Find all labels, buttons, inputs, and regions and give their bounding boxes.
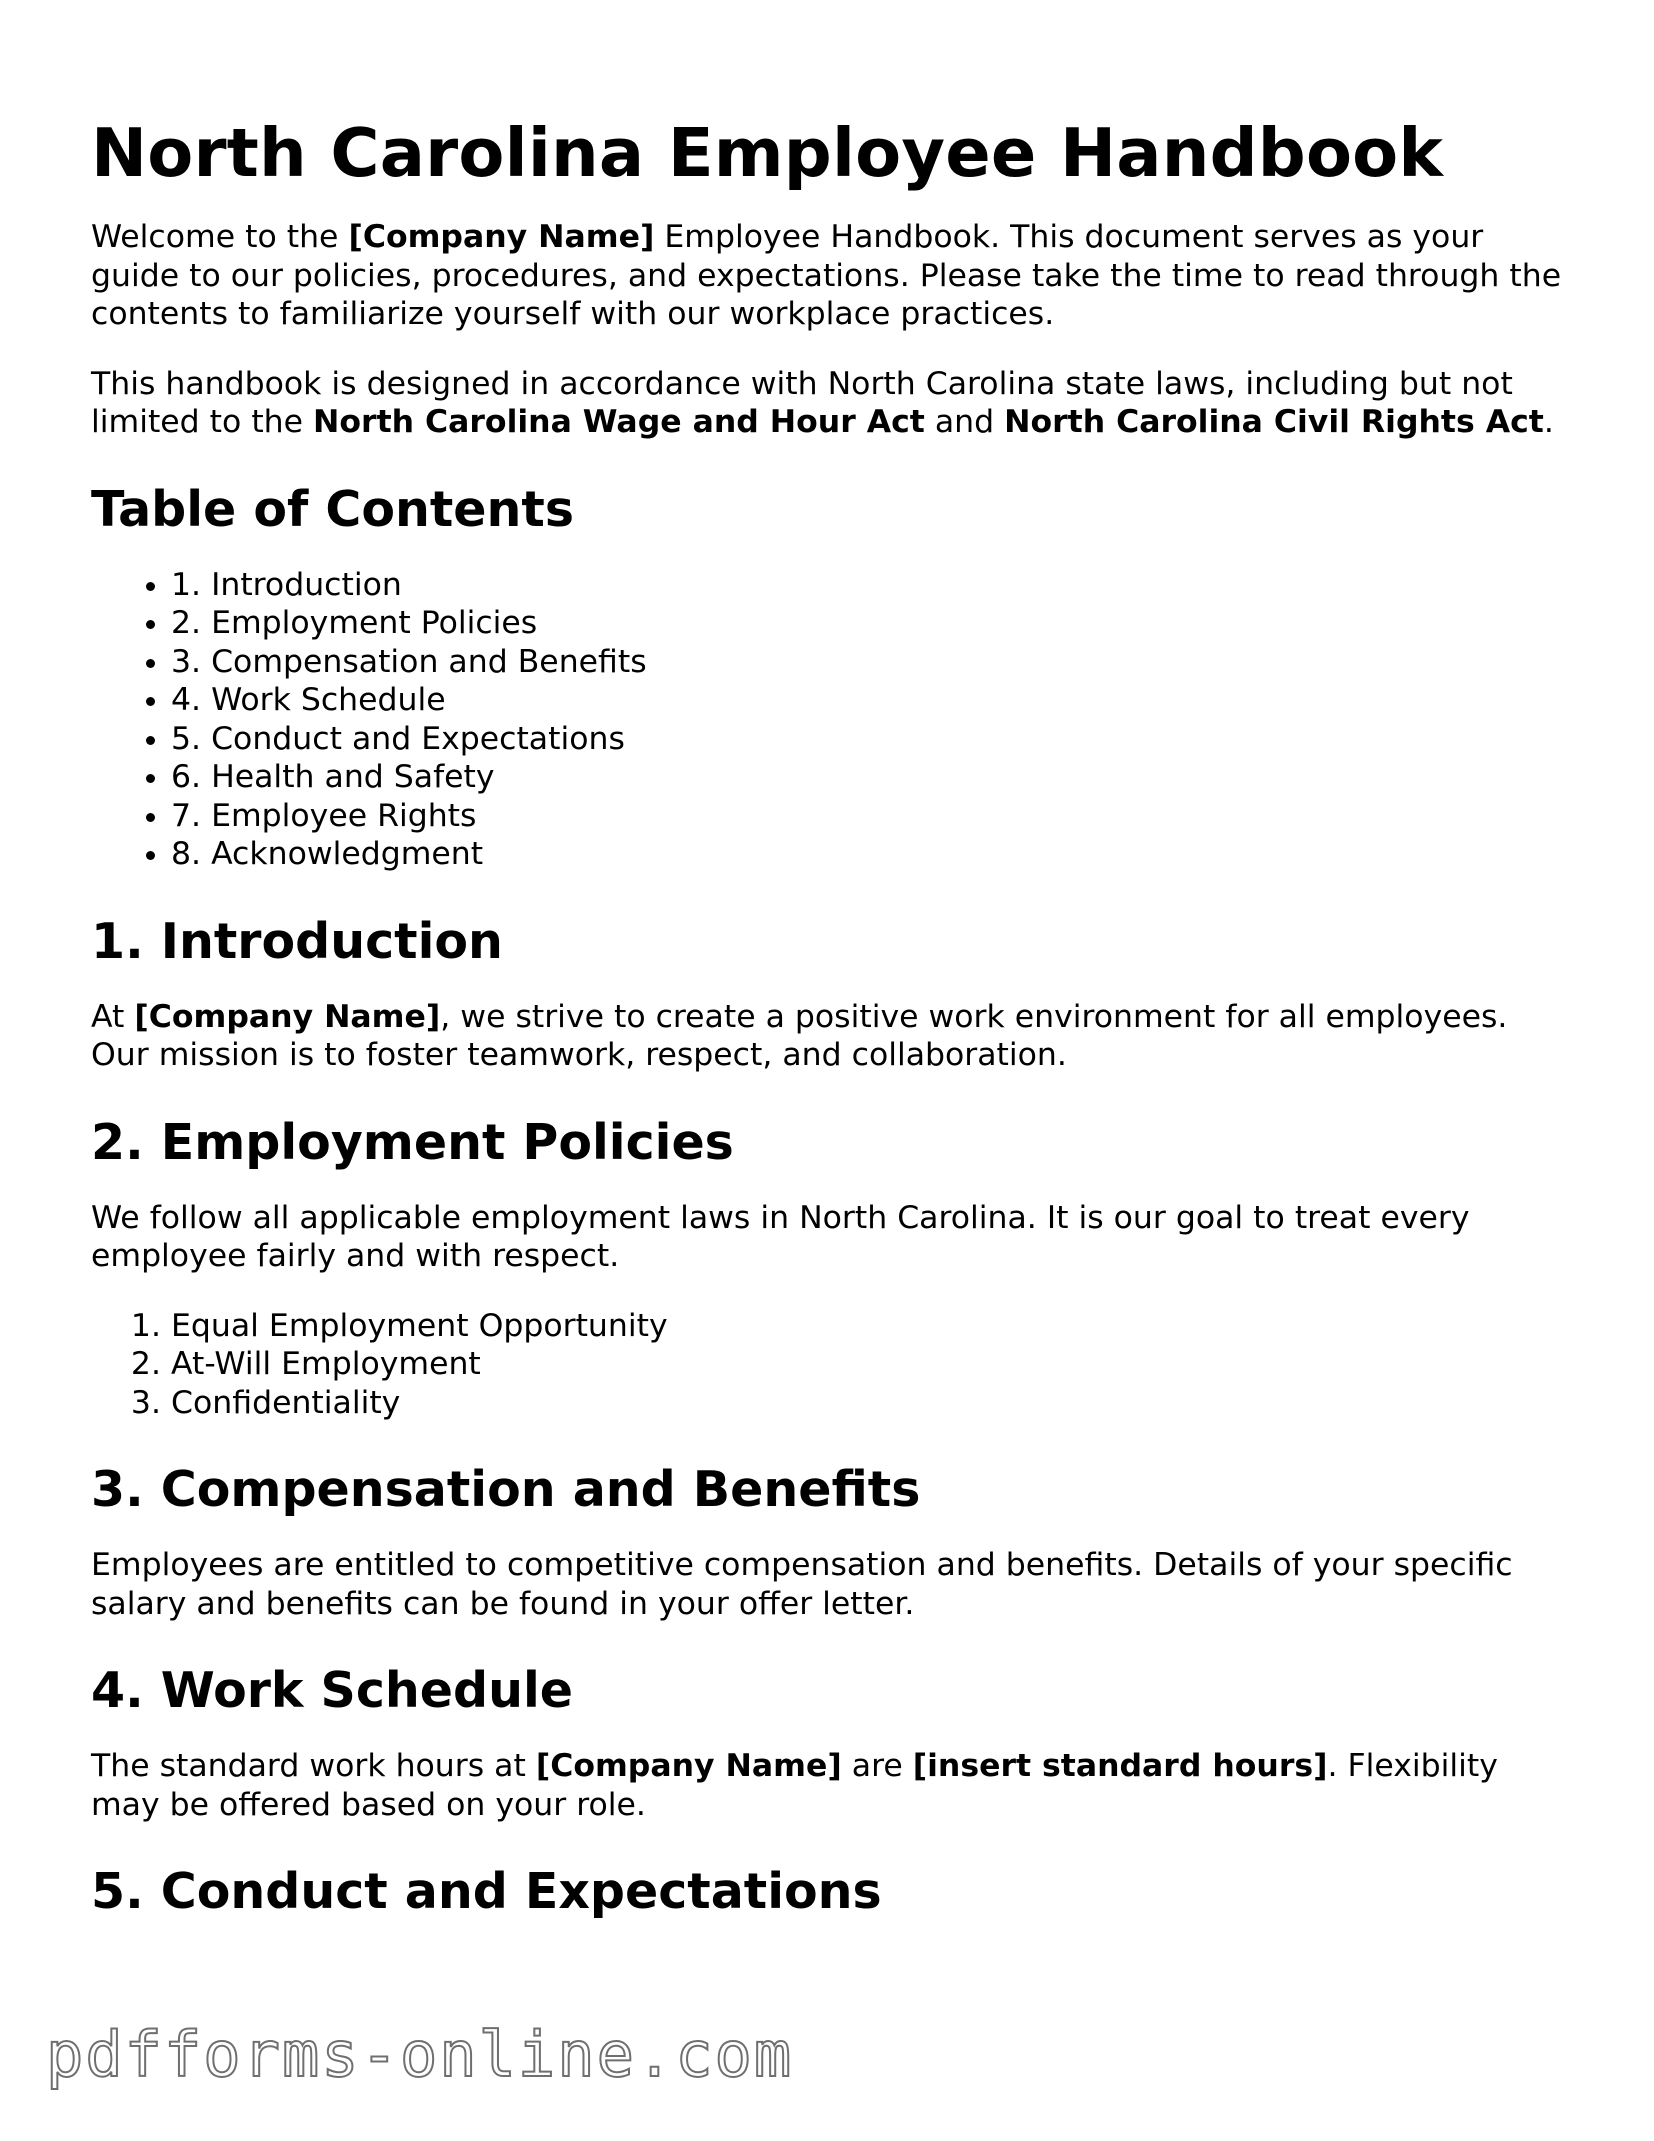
section-text: At (91, 998, 135, 1035)
table-of-contents (91, 566, 1571, 874)
employment-policies-paragraph: We follow all applicable employment laws in North Carolina. It is our goal to treat every employee fairly and with respect. (91, 1199, 1470, 1274)
section-text: are (841, 1748, 913, 1784)
standard-hours-placeholder: [insert standard hours] (912, 1748, 1328, 1784)
toc-item: • 6. Health and Safety (171, 758, 1571, 797)
intro-text: and (924, 404, 1005, 440)
section-heading-employment-policies: 2. Employment Policies (91, 1113, 734, 1171)
company-name-placeholder: [Company Name] (535, 1748, 842, 1784)
intro-text: . (1543, 404, 1554, 440)
toc-item: • 8. Acknowledgment (171, 835, 1571, 874)
policy-item: 3. Confidentiality (171, 1384, 1571, 1423)
intro-paragraph-2 (91, 365, 1571, 442)
toc-item: • 5. Conduct and Expectations (171, 720, 1571, 759)
toc-item: • 4. Work Schedule (171, 681, 1571, 720)
section-text: , we strive to create a positive work environment for all employees. Our mission is to foster teamwork, respect, and collaboration. (91, 998, 1508, 1073)
page-title: North Carolina Employee Handbook (91, 114, 1444, 192)
policy-item: 2. At-Will Employment (171, 1345, 1571, 1384)
policy-item: 1. Equal Employment Opportunity (171, 1307, 1571, 1346)
intro-text: Welcome to the (91, 219, 349, 255)
intro-text: This handbook is designed in accordance with North Carolina state laws, including but not limited to the (91, 365, 1513, 440)
section-heading-work-schedule: 4. Work Schedule (91, 1662, 573, 1719)
toc-item: • 1. Introduction (171, 566, 1571, 605)
section-text: The standard work hours at (91, 1748, 536, 1784)
watermark: pdfforms-online.com (46, 2018, 794, 2091)
work-schedule-paragraph (91, 1747, 1571, 1824)
law-civil-rights-act: North Carolina Civil Rights Act (1004, 404, 1544, 440)
toc-heading: Table of Contents (91, 480, 575, 538)
toc-item: • 2. Employment Policies (171, 604, 1571, 643)
section-heading-conduct: 5. Conduct and Expectations (91, 1863, 882, 1920)
document-content (91, 112, 1571, 1922)
toc-item: • 7. Employee Rights (171, 797, 1571, 836)
company-name-placeholder: [Company Name] (134, 998, 441, 1035)
intro-text: Employee Handbook. This document serves as your guide to our policies, procedures, and expectations. Please take the time to read through the contents to familiarize yourself with our workplace practices. (91, 219, 1562, 332)
compensation-paragraph: Employees are entitled to competitive compensation and benefits. Details of your specific salary and benefits can be found in your offer letter. (91, 1547, 1513, 1622)
law-wage-hour-act: North Carolina Wage and Hour Act (313, 404, 925, 440)
section-heading-introduction: 1. Introduction (91, 912, 503, 970)
toc-item: • 3. Compensation and Benefits (171, 643, 1571, 682)
company-name-placeholder: [Company Name] (348, 219, 655, 255)
introduction-paragraph (91, 998, 1571, 1075)
employment-policies-list (91, 1307, 1571, 1423)
section-heading-compensation: 3. Compensation and Benefits (91, 1461, 921, 1518)
intro-paragraph-1 (91, 218, 1571, 334)
section-text: . Flexibility may be offered based on your role. (91, 1748, 1498, 1823)
